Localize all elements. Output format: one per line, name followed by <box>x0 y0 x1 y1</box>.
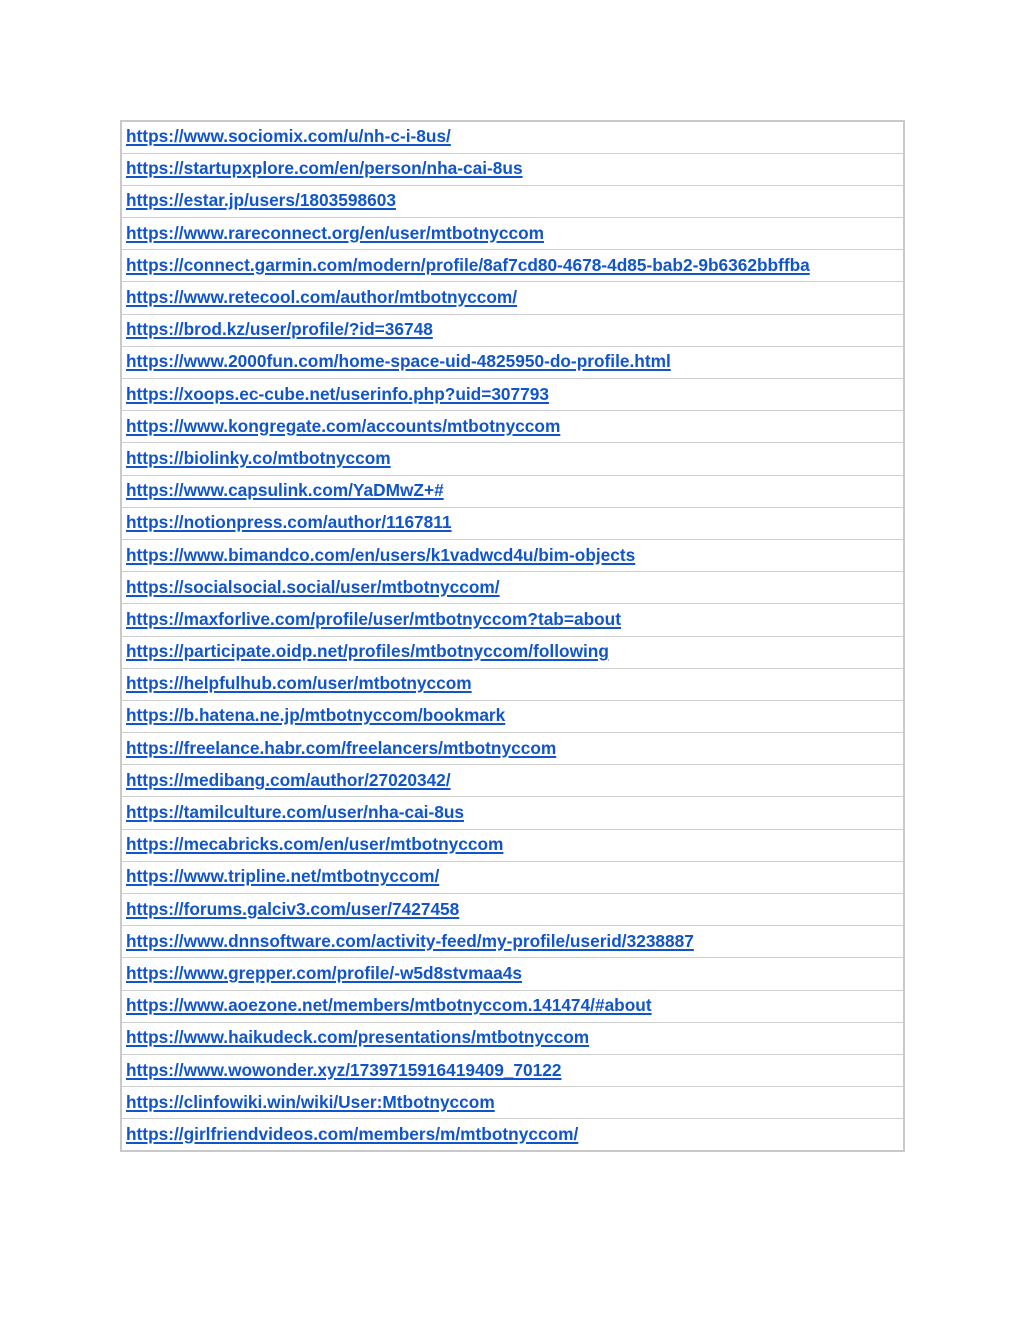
profile-link[interactable]: https://www.retecool.com/author/mtbotnyccom/ <box>126 287 518 308</box>
table-row <box>121 990 904 1022</box>
table-cell <box>121 153 904 185</box>
profile-link[interactable]: https://helpfulhub.com/user/mtbotnyccom <box>126 673 472 694</box>
profile-link[interactable]: https://www.aoezone.net/members/mtbotnyccom.141474/#about <box>126 995 652 1016</box>
table-cell <box>121 1054 904 1086</box>
table-cell <box>121 797 904 829</box>
table-cell <box>121 861 904 893</box>
table-row <box>121 443 904 475</box>
table-cell <box>121 572 904 604</box>
profile-link[interactable]: https://freelance.habr.com/freelancers/mtbotnyccom <box>126 737 557 758</box>
table-cell <box>121 185 904 217</box>
links-table <box>120 120 905 1152</box>
table-row <box>121 861 904 893</box>
table-cell <box>121 250 904 282</box>
profile-link[interactable]: https://socialsocial.social/user/mtbotnyccom/ <box>126 576 500 597</box>
table-row <box>121 539 904 571</box>
profile-link[interactable]: https://www.kongregate.com/accounts/mtbotnyccom <box>126 415 561 436</box>
table-cell <box>121 958 904 990</box>
table-row <box>121 282 904 314</box>
table-row <box>121 379 904 411</box>
table-cell <box>121 765 904 797</box>
table-row <box>121 121 904 153</box>
table-cell <box>121 218 904 250</box>
profile-link[interactable]: https://medibang.com/author/27020342/ <box>126 769 451 790</box>
table-row <box>121 572 904 604</box>
profile-link[interactable]: https://www.dnnsoftware.com/activity-feed/my-profile/userid/3238887 <box>126 930 694 951</box>
table-cell <box>121 733 904 765</box>
profile-link[interactable]: https://www.wowonder.xyz/1739715916419409_70122 <box>126 1059 562 1080</box>
table-cell <box>121 1022 904 1054</box>
profile-link[interactable]: https://connect.garmin.com/modern/profile/8af7cd80-4678-4d85-bab2-9b6362bbffba <box>126 254 810 275</box>
table-row <box>121 765 904 797</box>
table-row <box>121 829 904 861</box>
table-row <box>121 250 904 282</box>
profile-link[interactable]: https://www.2000fun.com/home-space-uid-4825950-do-profile.html <box>126 351 671 372</box>
table-row <box>121 475 904 507</box>
table-cell <box>121 1119 904 1151</box>
table-cell <box>121 411 904 443</box>
table-row <box>121 507 904 539</box>
profile-link[interactable]: https://forums.galciv3.com/user/7427458 <box>126 898 460 919</box>
table-row <box>121 346 904 378</box>
table-cell <box>121 314 904 346</box>
table-cell <box>121 926 904 958</box>
profile-link[interactable]: https://mecabricks.com/en/user/mtbotnyccom <box>126 834 504 855</box>
table-row <box>121 314 904 346</box>
table-row <box>121 636 904 668</box>
profile-link[interactable]: https://startupxplore.com/en/person/nha-cai-8us <box>126 158 523 179</box>
table-row <box>121 411 904 443</box>
table-cell <box>121 636 904 668</box>
profile-link[interactable]: https://notionpress.com/author/1167811 <box>126 512 452 533</box>
table-cell <box>121 700 904 732</box>
table-cell <box>121 894 904 926</box>
table-cell <box>121 379 904 411</box>
table-cell <box>121 346 904 378</box>
profile-link[interactable]: https://biolinky.co/mtbotnyccom <box>126 447 391 468</box>
profile-link[interactable]: https://tamilculture.com/user/nha-cai-8us <box>126 802 465 823</box>
table-row <box>121 894 904 926</box>
table-cell <box>121 829 904 861</box>
table-cell <box>121 121 904 153</box>
profile-link[interactable]: https://b.hatena.ne.jp/mtbotnyccom/bookmark <box>126 705 506 726</box>
table-row <box>121 218 904 250</box>
profile-link[interactable]: https://girlfriendvideos.com/members/m/mtbotnyccom/ <box>126 1123 579 1144</box>
profile-link[interactable]: https://participate.oidp.net/profiles/mtbotnyccom/following <box>126 641 609 662</box>
table-row <box>121 958 904 990</box>
table-row <box>121 797 904 829</box>
table-cell <box>121 443 904 475</box>
table-row <box>121 733 904 765</box>
table-row <box>121 1054 904 1086</box>
profile-link[interactable]: https://www.rareconnect.org/en/user/mtbotnyccom <box>126 222 545 243</box>
table-row <box>121 153 904 185</box>
table-cell <box>121 1087 904 1119</box>
table-cell <box>121 539 904 571</box>
profile-link[interactable]: https://www.haikudeck.com/presentations/mtbotnyccom <box>126 1027 590 1048</box>
profile-link[interactable]: https://brod.kz/user/profile/?id=36748 <box>126 319 433 340</box>
profile-link[interactable]: https://www.sociomix.com/u/nh-c-i-8us/ <box>126 126 451 147</box>
table-cell <box>121 507 904 539</box>
profile-link[interactable]: https://xoops.ec-cube.net/userinfo.php?uid=307793 <box>126 383 549 404</box>
profile-link[interactable]: https://www.bimandco.com/en/users/k1vadwcd4u/bim-objects <box>126 544 636 565</box>
table-row <box>121 604 904 636</box>
links-table-body <box>121 121 904 1151</box>
table-row <box>121 1087 904 1119</box>
table-row <box>121 700 904 732</box>
profile-link[interactable]: https://www.tripline.net/mtbotnyccom/ <box>126 866 440 887</box>
table-row <box>121 185 904 217</box>
profile-link[interactable]: https://www.capsulink.com/YaDMwZ+# <box>126 480 444 501</box>
table-cell <box>121 475 904 507</box>
table-cell <box>121 604 904 636</box>
table-cell <box>121 282 904 314</box>
table-cell <box>121 990 904 1022</box>
table-row <box>121 668 904 700</box>
table-row <box>121 1119 904 1151</box>
profile-link[interactable]: https://estar.jp/users/1803598603 <box>126 190 396 211</box>
profile-link[interactable]: https://www.grepper.com/profile/-w5d8stvmaa4s <box>126 962 522 983</box>
profile-link[interactable]: https://clinfowiki.win/wiki/User:Mtbotnyccom <box>126 1091 495 1112</box>
table-cell <box>121 668 904 700</box>
table-row <box>121 1022 904 1054</box>
table-row <box>121 926 904 958</box>
profile-link[interactable]: https://maxforlive.com/profile/user/mtbotnyccom?tab=about <box>126 608 621 629</box>
